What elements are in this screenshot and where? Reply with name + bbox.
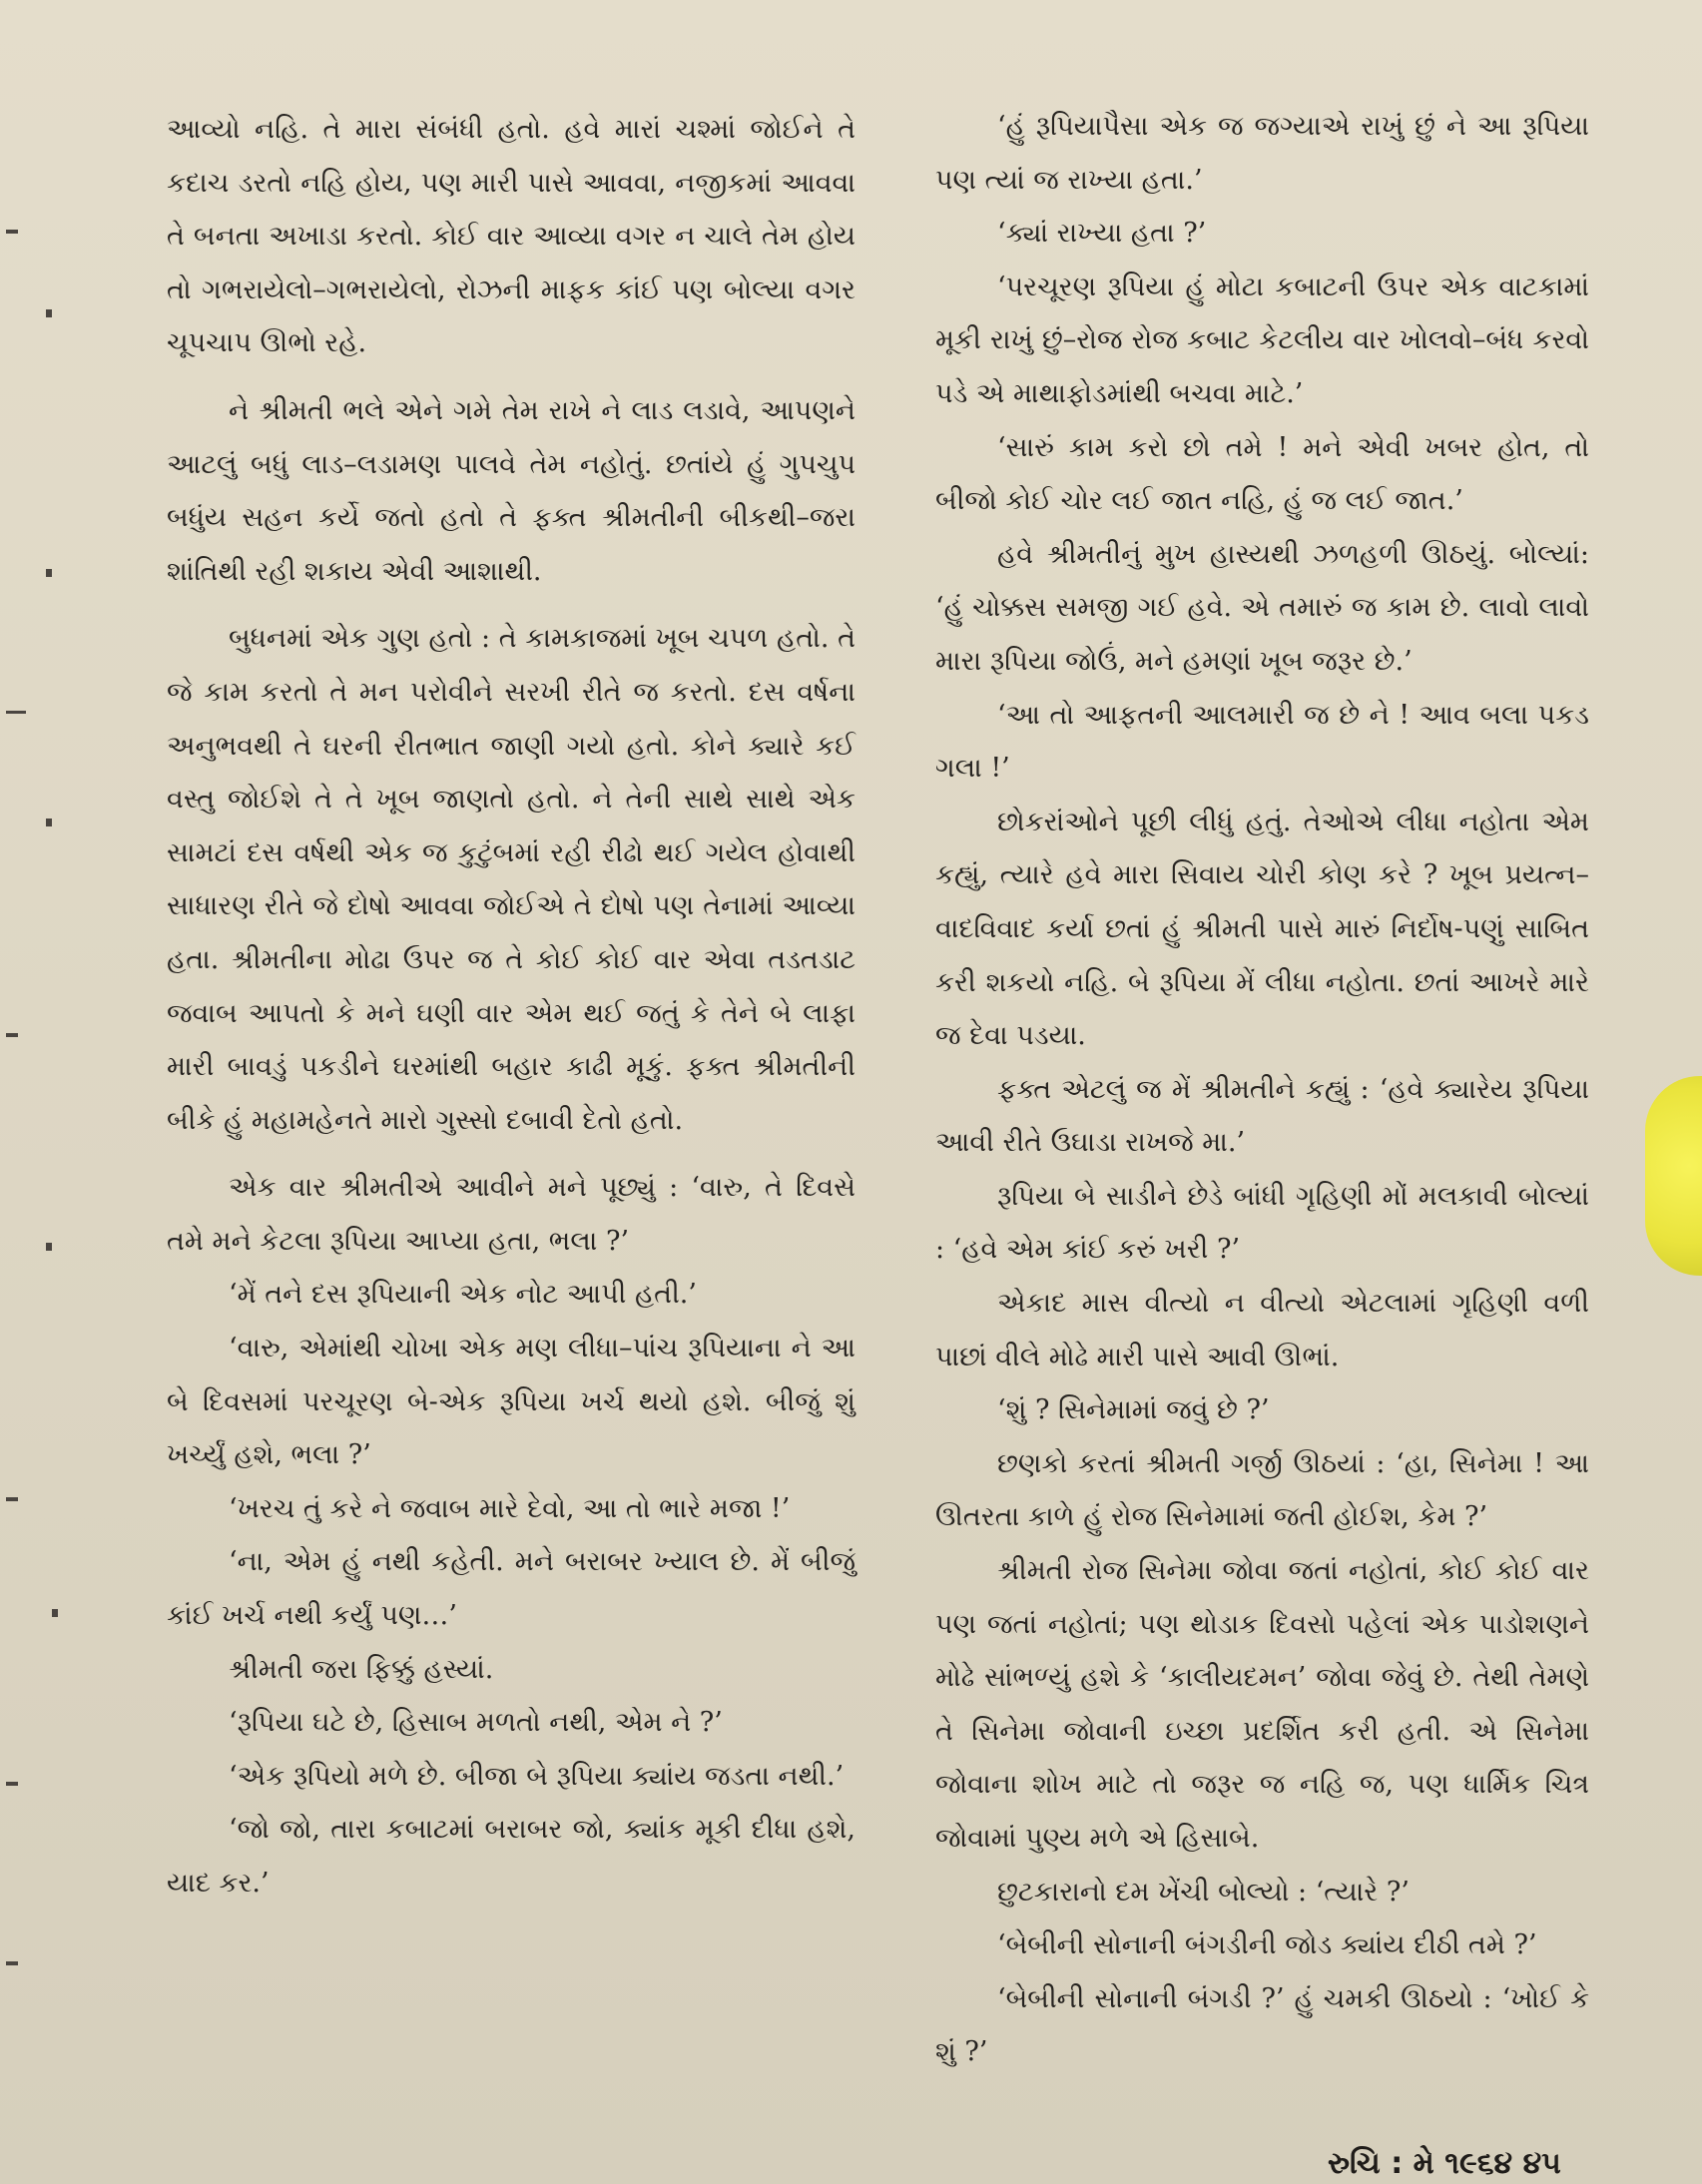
paragraph: ‘મેં તને દસ રૂપિયાની એક નોટ આપી હતી.’: [229, 1279, 697, 1311]
paragraph: ‘બેબીની સોનાની બંગડી ?’ હું ચમકી ઊઠયો : ‘ખોઈ કે શું ?’: [935, 1982, 1589, 2068]
paragraph: બુધનમાં એક ગુણ હતો : તે કામકાજમાં ખૂબ ચપળ હતો. તે જે કામ કરતો તે મન પરોવીને સરખી રીતે જ કરતો. દસ વર્ષના અનુભવથી તે ઘરની રીતભાત જાણી ગયો હતો. કોને ક્યારે કઈ વસ્તુ જોઈશે તે તે ખૂબ જાણતો હતો. ને તેની સાથે સાથે એક સામટાં દસ વર્ષથી એક જ કુટુંબમાં રહી રીઢો થઈ ગયેલ હોવાથી સાધારણ રીતે જે દોષો આવવા જોઈએ તે દોષો પણ તેનામાં આવ્યા હતા. શ્રીમતીના મોઢા ઉપર જ તે કોઈ કોઈ વાર એવા તડતડાટ જવાબ આપતો કે મને ઘણી વાર એમ થઈ જતું કે તેને બે લાફા મારી બાવડું પકડીને ઘરમાંથી બહાર કાઢી મૂકું. ફક્ત શ્રીમતીની બીકે હું મહામહેનતે મારો ગુસ્સો દબાવી દેતો હતો.: [167, 623, 855, 1136]
margin-mark: [6, 1961, 18, 1965]
paragraph: ‘શું ? સિનેમામાં જવું છે ?’: [997, 1394, 1270, 1426]
page-footer: રુચિ : મે ૧૯૬૪ ૪૫: [1328, 2146, 1561, 2181]
paragraph: શ્રીમતી રોજ સિનેમા જોવા જતાં નહોતાં, કોઈ કોઈ વાર પણ જતાં નહોતાં; પણ થોડાક દિવસો પહેલાં એક પાડોશણને મોઢે સાંભળ્યું હશે કે ‘કાલીયદમન’ જોવા જેવું છે. તેથી તેમણે તે સિનેમા જોવાની ઇચ્છા પ્રદર્શિત કરી હતી. એ સિનેમા જોવાના શોખ માટે તો જરૂર જ નહિ જ, પણ ધાર્મિક ચિત્ર જોવામાં પુણ્ય મળે એ હિસાબે.: [935, 1555, 1589, 1854]
paragraph: છોકરાંઓને પૂછી લીધું હતું. તેઓએ લીધા નહોતા એમ કહ્યું, ત્યારે હવે મારા સિવાય ચોરી કોણ કરે ? ખૂબ પ્રયત્ન–વાદવિવાદ કર્યા છતાં હું શ્રીમતી પાસે મારું નિર્દોષ-પણું સાબિત કરી શકયો નહિ. બે રૂપિયા મેં લીધા નહોતા. છતાં આખરે મારે જ દેવા પડયા.: [935, 806, 1589, 1052]
yellow-tab-sticker: [1645, 1076, 1702, 1276]
paragraph: ‘આ તો આફતની આલમારી જ છે ને ! આવ બલા પકડ ગલા !’: [935, 699, 1589, 785]
right-text-column: [935, 100, 1589, 2079]
paragraph: આવ્યો નહિ. તે મારા સંબંધી હતો. હવે મારાં ચશ્માં જોઈને તે કદાચ ડરતો નહિ હોય, પણ મારી પાસે આવવા, નજીકમાં આવવા તે બનતા અખાડા કરતો. કોઈ વાર આવ્યા વગર ન ચાલે તેમ હોય તો ગભરાયેલો–ગભરાયેલો, રોઝની માફક કાંઈ પણ બોલ્યા વગર ચૂપચાપ ઊભો રહે.: [167, 114, 855, 359]
paragraph: ‘હું રૂપિયાપૈસા એક જ જગ્યાએ રાખું છું ને આ રૂપિયા પણ ત્યાં જ રાખ્યા હતા.’: [935, 111, 1589, 196]
paragraph: ફક્ત એટલું જ મેં શ્રીમતીને કહ્યું : ‘હવે ક્યારેય રૂપિયા આવી રીતે ઉઘાડા રાખજે મા.’: [935, 1073, 1589, 1159]
paragraph: ‘પરચૂરણ રૂપિયા હું મોટા કબાટની ઉપર એક વાટકામાં મૂકી રાખું છું–રોજ રોજ કબાટ કેટલીય વાર ખોલવો–બંધ કરવો પડે એ માથાફોડમાંથી બચવા માટે.’: [935, 271, 1589, 409]
paragraph: છણકો કરતાં શ્રીમતી ગર્જી ઊઠયાં : ‘હા, સિનેમા ! આ ઊતરતા કાળે હું રોજ સિનેમામાં જતી હોઈશ, કેમ ?’: [935, 1447, 1589, 1533]
paragraph: ‘રૂપિયા ઘટે છે, હિસાબ મળતો નથી, એમ ને ?’: [229, 1707, 723, 1739]
paragraph: ‘બેબીની સોનાની બંગડીની જોડ ક્યાંય દીઠી તમે ?’: [997, 1929, 1537, 1961]
paragraph: એકાદ માસ વીત્યો ન વીત્યો એટલામાં ગૃહિણી વળી પાછાં વીલે મોઢે મારી પાસે આવી ઊભાં.: [935, 1288, 1589, 1372]
paragraph: ‘વારુ, એમાંથી ચોખા એક મણ લીધા–પાંચ રૂપિયાના ને આ બે દિવસમાં પરચૂરણ બે-એક રૂપિયા ખર્ચ થયો હશે. બીજું શું ખર્ચ્યું હશે, ભલા ?’: [167, 1333, 855, 1471]
paragraph: રૂપિયા બે સાડીને છેડે બાંધી ગૃહિણી મોં મલકાવી બોલ્યાં : ‘હવે એમ કાંઈ કરું ખરી ?’: [935, 1180, 1589, 1266]
margin-mark: [46, 569, 52, 577]
paragraph: ‘ખરચ તું કરે ને જવાબ મારે દેવો, આ તો ભારે મજા !’: [229, 1492, 791, 1524]
margin-mark: [46, 819, 52, 826]
paragraph: ‘જો જો, તારા કબાટમાં બરાબર જો, ક્યાંક મૂકી દીધા હશે, યાદ કર.’: [167, 1814, 855, 1899]
paragraph: ‘ક્યાં રાખ્યા હતા ?’: [997, 218, 1207, 250]
margin-mark: [6, 1782, 18, 1786]
paragraph: હવે શ્રીમતીનું મુખ હાસ્યથી ઝળહળી ઊઠયું. બોલ્યાં: ‘હું ચોક્કસ સમજી ગઈ હવે. એ તમારું જ કામ છે. લાવો લાવો મારા રૂપિયા જોઉં, મને હમણાં ખૂબ જરૂર છે.’: [935, 538, 1589, 677]
paragraph: ‘સારું કામ કરો છો તમે ! મને એવી ખબર હોત, તો બીજો કોઈ ચોર લઈ જાત નહિ, હું જ લઈ જાત.’: [935, 431, 1589, 517]
margin-mark: [6, 1497, 18, 1501]
paragraph: છુટકારાનો દમ ખેંચી બોલ્યો : ‘ત્યારે ?’: [997, 1876, 1410, 1908]
margin-mark: [6, 1033, 18, 1037]
margin-mark: [46, 309, 52, 317]
margin-mark: [52, 1609, 58, 1617]
paragraph: ‘ના, એમ હું નથી કહેતી. મને બરાબર ખ્યાલ છે. મેં બીજું કાંઈ ખર્ચ નથી કર્યું પણ…’: [167, 1546, 855, 1632]
paragraph: એક વાર શ્રીમતીએ આવીને મને પૂછ્યું : ‘વારુ, તે દિવસે તમે મને કેટલા રૂપિયા આપ્યા હતા, ભલા ?’: [167, 1172, 855, 1257]
margin-mark: [46, 1243, 52, 1251]
paragraph: ‘એક રૂપિયો મળે છે. બીજા બે રૂપિયા ક્યાંય જડતા નથી.’: [229, 1760, 845, 1792]
paragraph: શ્રીમતી જરા ફિક્કું હસ્યાં.: [229, 1653, 494, 1685]
left-text-column: [167, 103, 855, 1911]
margin-mark: [6, 711, 26, 714]
margin-mark: [6, 230, 18, 234]
paragraph: ને શ્રીમતી ભલે એને ગમે તેમ રાખે ને લાડ લડાવે, આપણને આટલું બધું લાડ–લડામણ પાલવે તેમ નહોતું. છતાંયે હું ગુપચુપ બધુંય સહન કર્યે જતો હતો તે ફક્ત શ્રીમતીની બીકથી–જરા શાંતિથી રહી શકાય એવી આશાથી.: [167, 394, 855, 587]
